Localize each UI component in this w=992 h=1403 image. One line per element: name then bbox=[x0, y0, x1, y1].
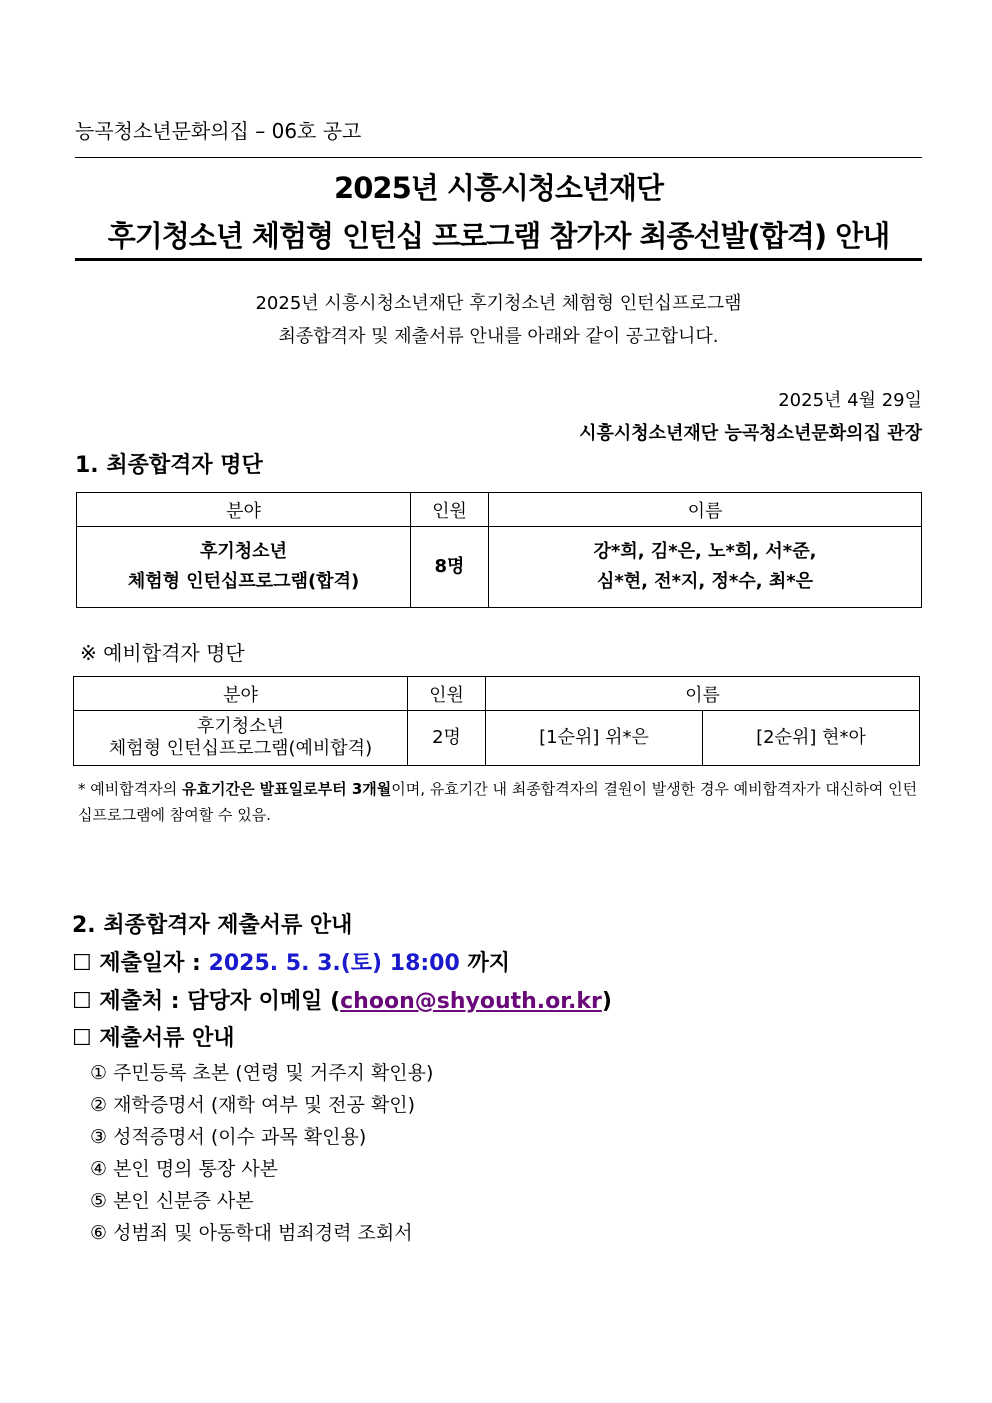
footnote-suffix: 이며, 유효기간 내 최종합격자의 결원이 발생한 경우 예비합격자가 대신하여 인턴십프로그램에 참여할 수 있음. bbox=[78, 780, 918, 824]
names-line-1: 강*희, 김*은, 노*희, 서*준, bbox=[593, 541, 817, 562]
field-line-2: 체험형 인턴십프로그램(합격) bbox=[127, 571, 360, 592]
count-cell: 2명 bbox=[408, 711, 486, 766]
rank-2-cell: [2순위] 현*아 bbox=[703, 711, 920, 766]
deadline-line bbox=[72, 946, 510, 977]
list-item: ⑤ 본인 신분증 사본 bbox=[90, 1190, 254, 1212]
table-header-row bbox=[74, 677, 920, 711]
notice-number: 능곡청소년문화의집 – 06호 공고 bbox=[75, 119, 362, 143]
table-row bbox=[74, 711, 920, 766]
header-divider-top bbox=[75, 157, 922, 158]
column-header-count: 인원 bbox=[408, 677, 486, 711]
column-header-names: 이름 bbox=[486, 677, 920, 711]
list-item: ② 재학증명서 (재학 여부 및 전공 확인) bbox=[90, 1094, 416, 1116]
header-divider-bottom bbox=[75, 258, 922, 261]
title-line-1: 2025년 시흥시청소년재단 bbox=[334, 171, 663, 205]
names-line-2: 심*현, 전*지, 정*수, 최*은 bbox=[596, 571, 814, 592]
email-link[interactable]: choon@shyouth.or.kr bbox=[340, 989, 602, 1014]
section-2-heading: 2. 최종합격자 제출서류 안내 bbox=[72, 913, 353, 938]
reserve-footnote bbox=[78, 776, 920, 828]
field-cell bbox=[74, 711, 408, 766]
count-cell: 8명 bbox=[411, 527, 489, 608]
column-header-field: 분야 bbox=[74, 677, 408, 711]
deadline-value: 2025. 5. 3.(토) 18:00 bbox=[208, 951, 460, 976]
column-header-field: 분야 bbox=[77, 493, 411, 527]
column-header-names: 이름 bbox=[489, 493, 922, 527]
field-line-2: 체험형 인턴십프로그램(예비합격) bbox=[108, 738, 373, 759]
title-line-2: 후기청소년 체험형 인턴십 프로그램 참가자 최종선발(합격) 안내 bbox=[107, 219, 890, 253]
reserve-list-table bbox=[73, 676, 920, 766]
rank-1-cell: [1순위] 위*은 bbox=[486, 711, 703, 766]
list-item: ③ 성적증명서 (이수 과목 확인용) bbox=[90, 1126, 367, 1148]
table-row bbox=[77, 527, 922, 608]
list-item: ④ 본인 명의 통장 사본 bbox=[90, 1158, 279, 1180]
list-item: ① 주민등록 초본 (연령 및 거주지 확인용) bbox=[90, 1062, 434, 1084]
submit-label: ☐ 제출처 : 담당자 이메일 ( bbox=[72, 989, 341, 1014]
deadline-label: ☐ 제출일자 : bbox=[72, 951, 209, 976]
deadline-suffix: 까지 bbox=[459, 951, 510, 976]
intro-line-2: 최종합격자 및 제출서류 안내를 아래와 같이 공고합니다. bbox=[278, 326, 719, 347]
field-line-1: 후기청소년 bbox=[200, 541, 287, 562]
document-list bbox=[90, 1057, 433, 1249]
docs-label: ☐ 제출서류 안내 bbox=[72, 1026, 235, 1051]
issuer: 시흥시청소년재단 능곡청소년문화의집 관장 bbox=[579, 423, 922, 444]
table-header-row bbox=[77, 493, 922, 527]
final-list-table bbox=[76, 492, 922, 608]
issue-date: 2025년 4월 29일 bbox=[778, 390, 922, 411]
field-line-1: 후기청소년 bbox=[197, 716, 284, 737]
submit-suffix: ) bbox=[601, 989, 612, 1014]
reserve-heading: ※ 예비합격자 명단 bbox=[80, 641, 245, 665]
submit-line bbox=[72, 984, 612, 1015]
intro-line-1: 2025년 시흥시청소년재단 후기청소년 체험형 인턴십프로그램 bbox=[255, 293, 742, 314]
footnote-prefix: * 예비합격자의 bbox=[78, 780, 182, 798]
field-cell bbox=[77, 527, 411, 608]
names-cell bbox=[489, 527, 922, 608]
section-1-heading: 1. 최종합격자 명단 bbox=[75, 453, 263, 478]
footnote-emphasis: 유효기간은 발표일로부터 3개월 bbox=[181, 780, 392, 798]
column-header-count: 인원 bbox=[411, 493, 489, 527]
list-item: ⑥ 성범죄 및 아동학대 범죄경력 조회서 bbox=[90, 1222, 413, 1244]
